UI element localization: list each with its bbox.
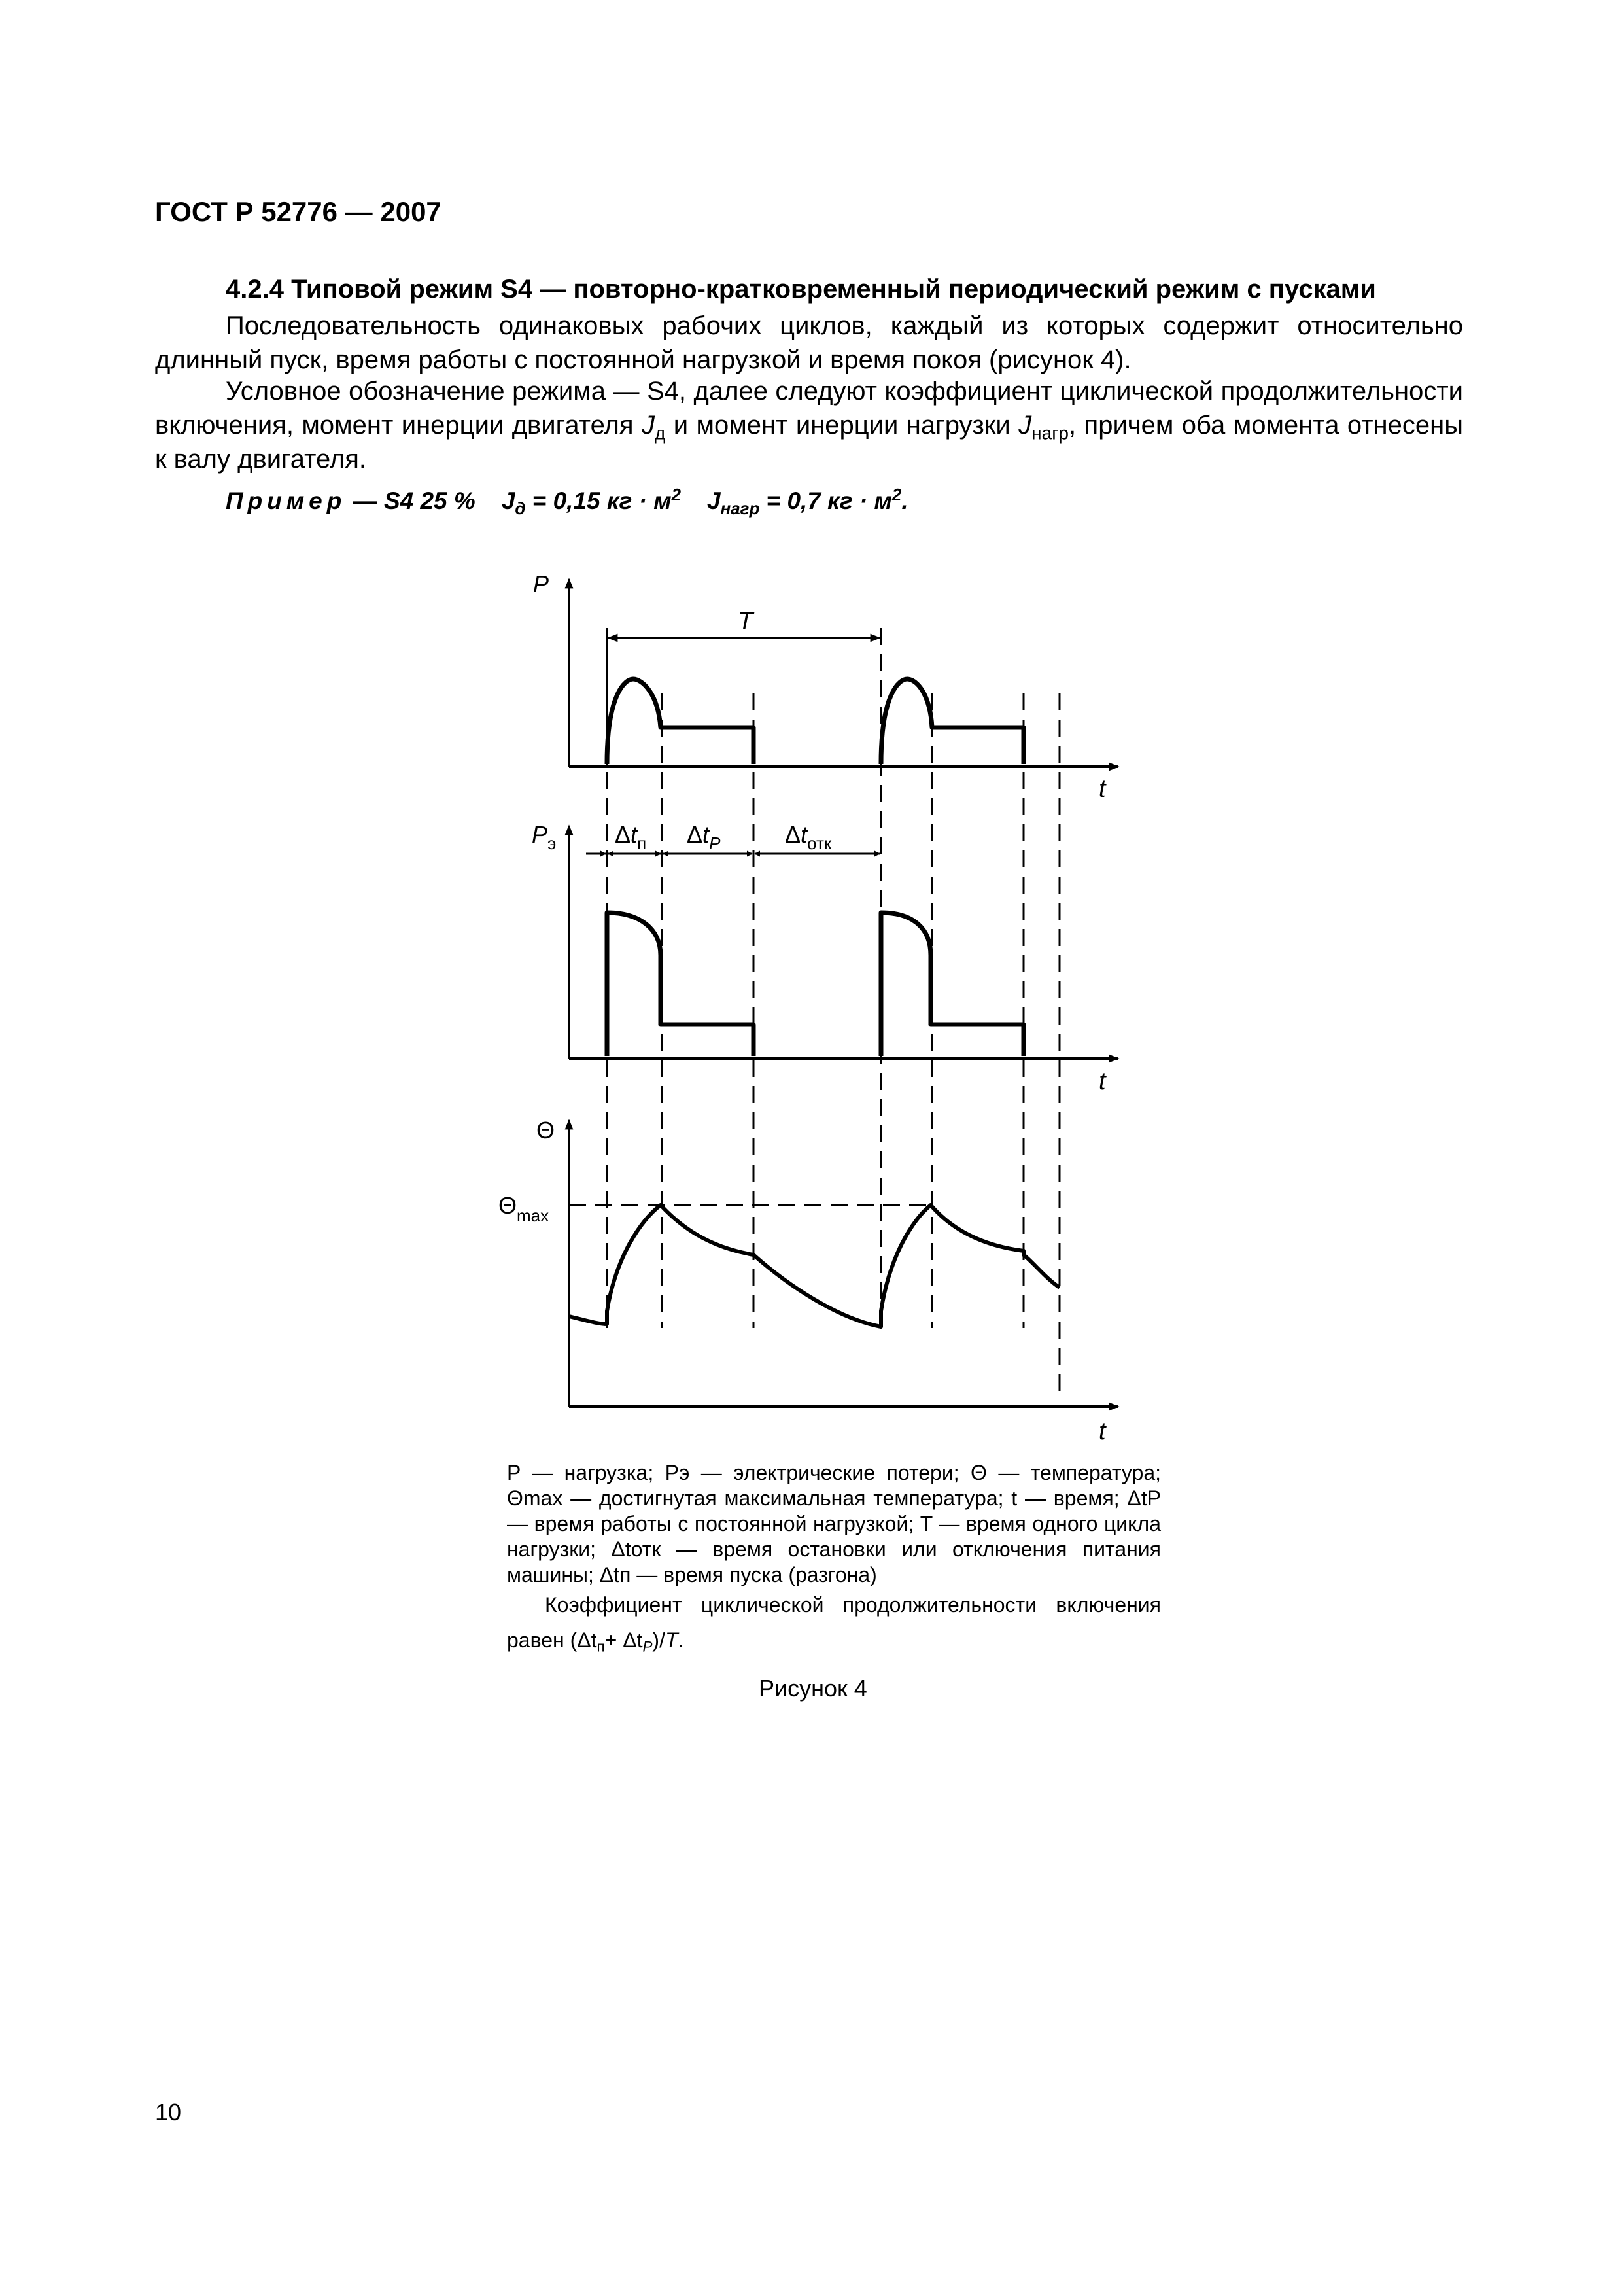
duty-cycle-period: T	[665, 1628, 678, 1652]
load-curve	[607, 679, 1024, 764]
dt-run-label: $\Delta t_P$	[687, 821, 721, 853]
dt-start-label: $\Delta t_п$	[615, 821, 647, 853]
inertia-motor-subscript: д	[654, 423, 666, 444]
duty-cycle-note	[507, 1587, 1161, 1658]
duty-cycle-sub-n: п	[596, 1638, 605, 1655]
temperature-panel	[498, 1117, 1118, 1445]
theta-max-label: $\Theta_{max}$	[498, 1192, 549, 1225]
example-end: .	[901, 487, 908, 514]
dashed-guides	[569, 628, 1060, 1393]
p-axis-label: P	[533, 570, 549, 597]
load-panel	[533, 570, 1118, 803]
example-j1-value: = 0,15 кг · м	[525, 487, 672, 514]
section-heading: 4.2.4 Типовой режим S4 — повторно-кратковременный периодический режим с пусками	[226, 275, 1376, 304]
duty-cycle-end: .	[678, 1628, 684, 1652]
figure-legend: P — нагрузка; Pэ — электрические потери; Θ — температура; Θmax — достигнутая максимальная температура; t — время; ΔtP — время работы с постоянной нагрузкой; T — время одного цикла нагрузки; Δtотк — время остановки или отключения питания машины; Δtп — время пуска (разгона)	[507, 1461, 1161, 1586]
t-axis-label: t	[1099, 1418, 1106, 1445]
example-j1-power: 2	[671, 486, 682, 505]
temperature-curve	[569, 1205, 1060, 1327]
example-j2-subscript: нагр	[720, 499, 760, 518]
inertia-load-subscript: нагр	[1031, 423, 1069, 444]
document-header: ГОСТ Р 52776 — 2007	[155, 196, 441, 227]
t-axis-label: t	[1099, 1068, 1106, 1095]
example-j2-symbol: J	[707, 487, 721, 514]
paragraph-2-text-c: , причем оба момента отнесены к валу двигателя.	[155, 411, 1463, 474]
example-j2-power: 2	[891, 486, 902, 505]
dt-rest-label: $\Delta t_{отк}$	[785, 821, 832, 853]
example-word: Пример	[226, 487, 347, 514]
example-j1-symbol: J	[501, 487, 515, 514]
figure-caption: Рисунок 4	[759, 1675, 867, 1702]
t-axis-label: t	[1099, 775, 1106, 803]
duty-cycle-text-a: Коэффициент циклической продолжительности включения равен (Δt	[507, 1593, 1161, 1652]
losses-curve	[607, 913, 1024, 1056]
duty-cycle-text-b: + Δt	[604, 1628, 643, 1652]
page-number: 10	[155, 2099, 182, 2126]
pe-axis-label: $P_э$	[532, 821, 557, 853]
duty-cycle-text-c: )/	[652, 1628, 665, 1652]
example-mode: S4 25 %	[383, 487, 475, 514]
losses-panel	[532, 821, 1118, 1095]
paragraph-2-text-b: и момент инерции нагрузки	[665, 411, 1019, 440]
example-j2-value: = 0,7 кг · м	[759, 487, 892, 514]
inertia-load-symbol: J	[1018, 411, 1032, 440]
paragraph-1-text: Последовательность одинаковых рабочих циклов, каждый из которых содержит относительно длинный пуск, время работы с постоянной нагрузкой и время покоя (рисунок 4).	[155, 311, 1463, 374]
example-j1-subscript: д	[515, 499, 526, 518]
duty-cycle-sub-p: P	[642, 1638, 653, 1655]
example-dash: —	[346, 487, 384, 514]
inertia-motor-symbol: J	[641, 411, 655, 440]
period-label: T	[738, 608, 753, 635]
theta-axis-label: Θ	[536, 1117, 555, 1144]
paragraph-2-text-a: Условное обозначение режима — S4, далее следуют коэффициент циклической продолжительности включения, момент инерции двигателя	[155, 377, 1463, 440]
